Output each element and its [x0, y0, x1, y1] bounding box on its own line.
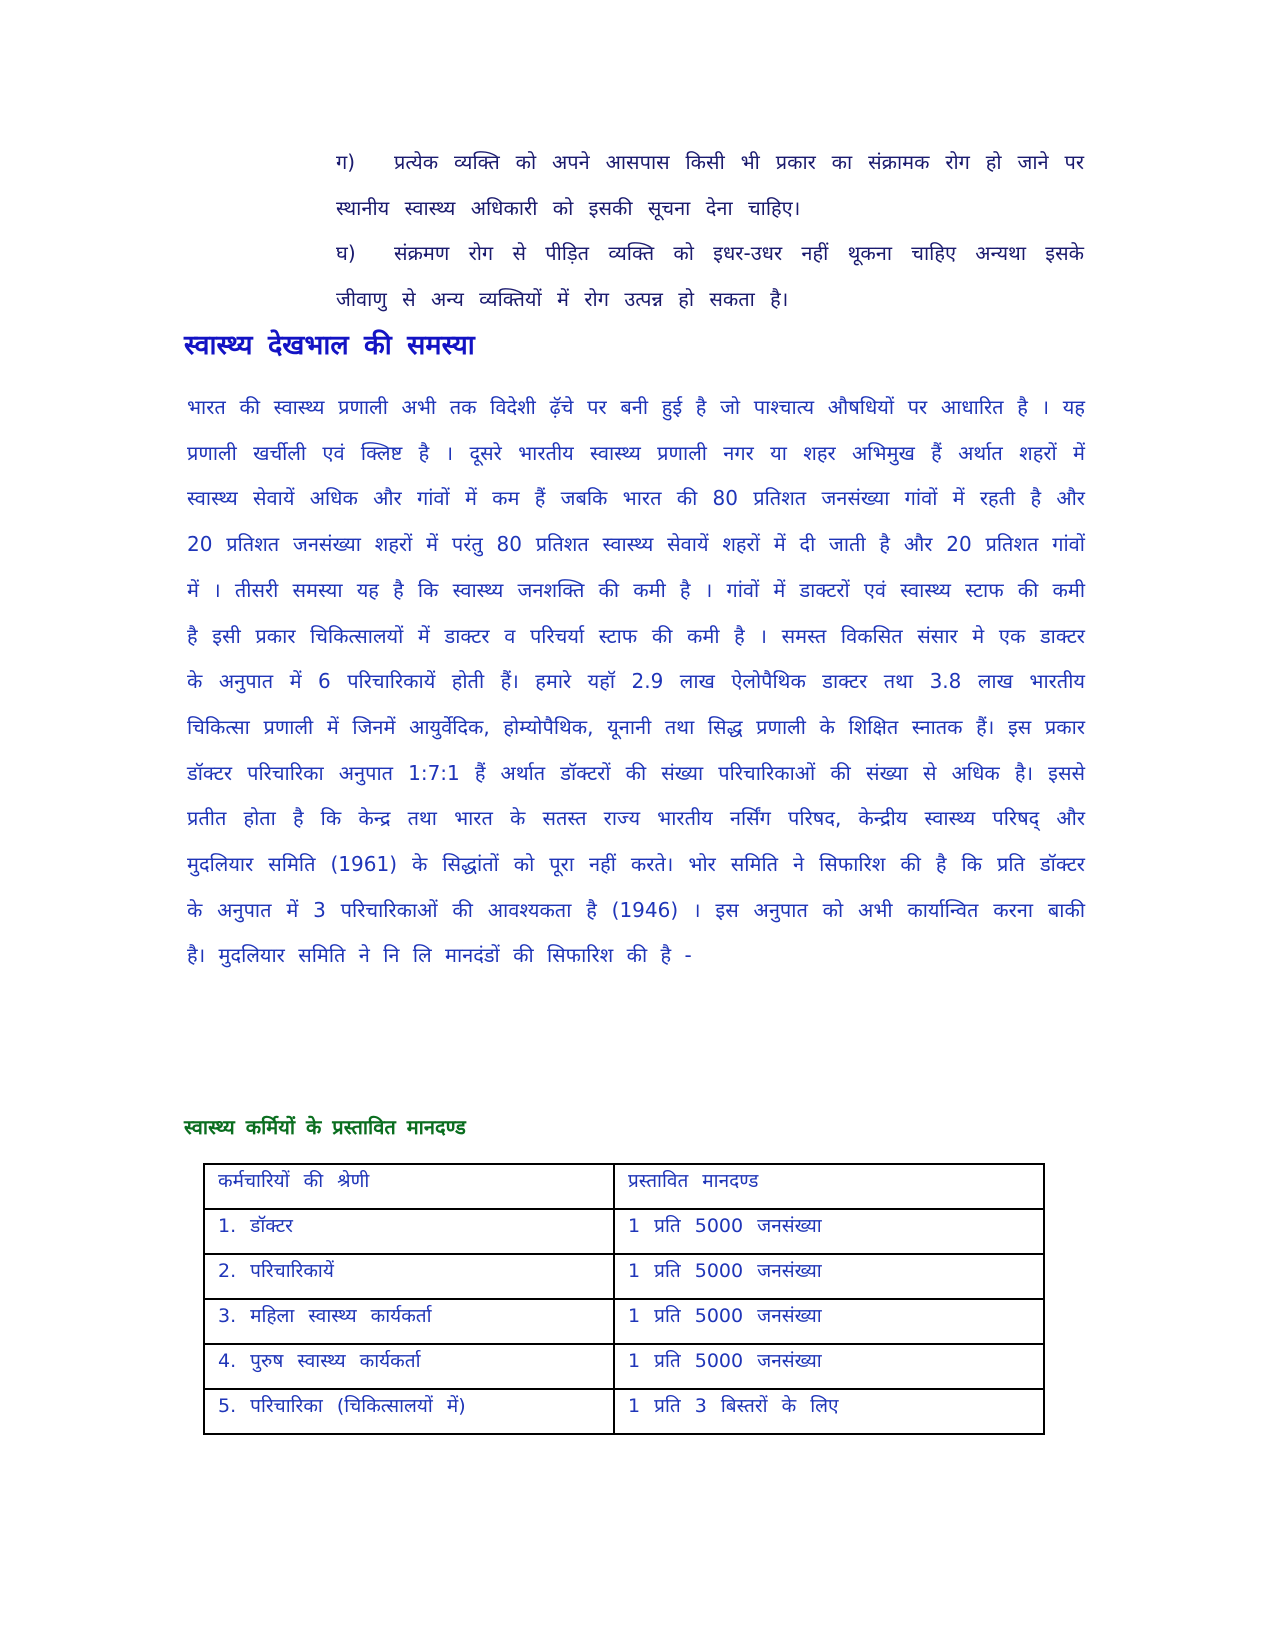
table-cell-category: 1. डॉक्टर [204, 1209, 614, 1254]
table-cell-category: 4. पुरुष स्वास्थ्य कार्यकर्ता [204, 1344, 614, 1389]
list-marker: घ) [336, 241, 356, 265]
table-row [204, 1209, 1044, 1254]
table-row [204, 1389, 1044, 1434]
section-heading: स्वास्थ्य देखभाल की समस्या [184, 330, 475, 361]
table-cell-norm: 1 प्रति 3 बिस्तरों के लिए [614, 1389, 1044, 1434]
table-cell-norm: 1 प्रति 5000 जनसंख्या [614, 1209, 1044, 1254]
table-row [204, 1254, 1044, 1299]
body-paragraph: भारत की स्वास्थ्य प्रणाली अभी तक विदेशी ढ़ॅचे पर बनी हुई है जो पाश्चात्य औषधियों पर आधारित है । यह प्रणाली खर्चीली एवं क्लिष्ट है । दूसरे भारतीय स्वास्थ्य प्रणाली नगर या शहर अभिमुख हैं अर्थात शहरों में स्वास्थ्य सेवायें अधिक और गांवों में कम हैं जबकि भारत की 80 प्रतिशत जनसंख्या गांवों में रहती है और 20 प्रतिशत जनसंख्या शहरों में परंतु 80 प्रतिशत स्वास्थ्य सेवायें शहरों में दी जाती है और 20 प्रतिशत गांवों में । तीसरी समस्या यह है कि स्वास्थ्य जनशक्ति की कमी है । गांवों में डाक्टरों एवं स्वास्थ्य स्टाफ की कमी है इसी प्रकार चिकित्सालयों में डाक्टर व परिचर्या स्टाफ की कमी है । समस्त विकसित संसार मे एक डाक्टर के अनुपात में 6 परिचारिकायें होती हैं। हमारे यहॉ 2.9 लाख ऐलोपैथिक डाक्टर तथा 3.8 लाख भारतीय चिकित्सा प्रणाली में जिनमें आयुर्वेदिक, होम्योपैथिक, यूनानी तथा सिद्ध प्रणाली के शिक्षित स्नातक हैं। इस प्रकार डॉक्टर परिचारिका अनुपात 1:7:1 हैं अर्थात डॉक्टरों की संख्या परिचारिकाओं की संख्या से अधिक है। इससे प्रतीत होता है कि केन्द्र तथा भारत के सतस्त राज्य भारतीय नर्सिंग परिषद, केन्द्रीय स्वास्थ्य परिषद् और मुदलियार समिति (1961) के सिद्धांतों को पूरा नहीं करते। भोर समिति ने सिफारिश की है कि प्रति डॉक्टर के अनुपात में 3 परिचारिकाओं की आवश्यकता है (1946) । इस अनुपात को अभी कार्यान्वित करना बाकी है। मुदलियार समिति ने नि लि मानदंडों की सिफारिश की है - [187, 395, 1085, 968]
list-marker: ग) [336, 150, 356, 174]
list-item [336, 231, 1084, 322]
list-item [336, 140, 1084, 231]
table-row [204, 1299, 1044, 1344]
table-heading: स्वास्थ्य कर्मियों के प्रस्तावित मानदण्ड [184, 1115, 466, 1139]
table-cell-category: 2. परिचारिकायें [204, 1254, 614, 1299]
table-cell-norm: 1 प्रति 5000 जनसंख्या [614, 1344, 1044, 1389]
table-cell-norm: 1 प्रति 5000 जनसंख्या [614, 1254, 1044, 1299]
precautions-list [336, 140, 1084, 322]
column-header-category: कर्मचारियों की श्रेणी [204, 1164, 614, 1209]
table-cell-norm: 1 प्रति 5000 जनसंख्या [614, 1299, 1044, 1344]
table-cell-category: 3. महिला स्वास्थ्य कार्यकर्ता [204, 1299, 614, 1344]
table-row [204, 1344, 1044, 1389]
table-cell-category: 5. परिचारिका (चिकित्सालयों में) [204, 1389, 614, 1434]
list-item-text: प्रत्येक व्यक्ति को अपने आसपास किसी भी प्रकार का संक्रामक रोग हो जाने पर स्थानीय स्वास्थ्य अधिकारी को इसकी सूचना देना चाहिए। [336, 150, 1084, 220]
norms-table [203, 1163, 1045, 1435]
list-item-text: संक्रमण रोग से पीड़ित व्यक्ति को इधर-उधर नहीं थूकना चाहिए अन्यथा इसके जीवाणु से अन्य व्यक्तियों में रोग उत्पन्न हो सकता है। [336, 241, 1084, 311]
column-header-norm: प्रस्तावित मानदण्ड [614, 1164, 1044, 1209]
table-header-row [204, 1164, 1044, 1209]
